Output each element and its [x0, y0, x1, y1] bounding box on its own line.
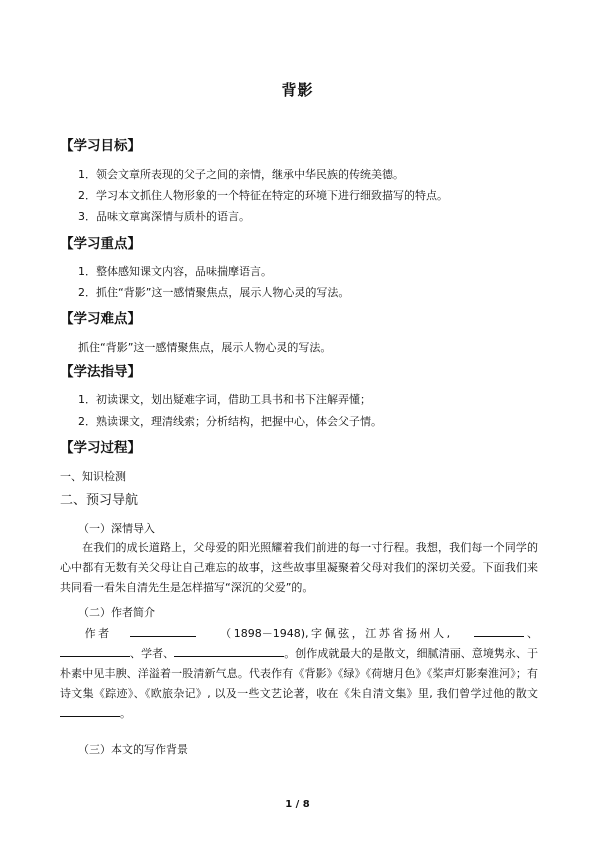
author-paragraph [60, 624, 538, 724]
method-heading: 【学法指导】 [60, 364, 141, 380]
separator: 、 [130, 647, 142, 660]
goals-heading: 【学习目标】 [60, 138, 141, 154]
author-label: 作者 [82, 627, 112, 640]
blank-author-name[interactable] [130, 625, 196, 637]
key-points-heading: 【学习重点】 [60, 236, 141, 252]
intro-text: 在我们的成长道路上，父母爱的阳光照耀着我们前进的每一寸行程。我想，我们每一个同学的心中都有无数有关父母让自己难忘的故事，这些故事里凝聚着父母对我们的深切关爱。下面我们来共同看一看朱自清先生是怎样描写“深沉的父爱”的。 [60, 541, 538, 594]
intro-paragraph [60, 538, 538, 598]
author-description: 。创作成就最大的是散文，细腻清丽、意境隽永、于朴素中见丰腴、洋溢着一股清新气息。代表作有《背影》《绿》《荷塘月色》《桨声灯影秦淮河》；有诗文集《踪迹》、《欧旅杂记》, 以及一些文艺论著，收在《朱自清文集》里, 我们曾学过他的散文 [60, 647, 539, 700]
goal-item-2: 2．学习本文抓住人物形象的一个特征在特定的环境下进行细致描写的特点。 [78, 189, 448, 202]
author-dates: （1898－1948),字佩弦，江苏省扬州人, [220, 627, 451, 640]
separator: 、 [524, 627, 539, 640]
key-point-item-2: 2．抓住“背影”这一感情聚焦点，展示人物心灵的写法。 [78, 286, 350, 299]
period: 。 [120, 707, 131, 720]
sub-heading-background: （三）本文的写作背景 [78, 743, 188, 756]
goal-item-1: 1．领会文章所表现的父子之间的亲情，继承中华民族的传统美德。 [78, 168, 404, 181]
process-part-2: 二、预习导航 [60, 493, 139, 508]
method-item-1: 1．初读课文，划出疑难字词，借助工具书和书下注解弄懂； [78, 393, 371, 406]
page-number: 1 / 8 [285, 799, 310, 810]
difficulty-heading: 【学习难点】 [60, 311, 141, 327]
sub-heading-intro: （一）深情导入 [78, 522, 155, 535]
process-heading: 【学习过程】 [60, 440, 141, 456]
goal-item-3: 3．品味文章寓深情与质朴的语言。 [78, 210, 250, 223]
key-point-item-1: 1．整体感知课文内容，品味揣摩语言。 [78, 265, 272, 278]
page-title: 背影 [281, 81, 314, 99]
blank-author-role-1[interactable] [474, 625, 524, 637]
sub-heading-author: （二）作者简介 [78, 606, 155, 619]
blank-author-role-2[interactable] [60, 645, 130, 657]
blank-learned-essay[interactable] [60, 705, 120, 717]
difficulty-text: 抓住“背影”这一感情聚焦点，展示人物心灵的写法。 [78, 341, 332, 354]
author-scholar: 学者、 [141, 647, 175, 660]
blank-author-role-3[interactable] [174, 645, 284, 657]
method-item-2: 2．熟读课文，理清线索；分析结构，把握中心，体会父子情。 [78, 415, 382, 428]
process-part-1: 一、知识检测 [60, 470, 126, 483]
